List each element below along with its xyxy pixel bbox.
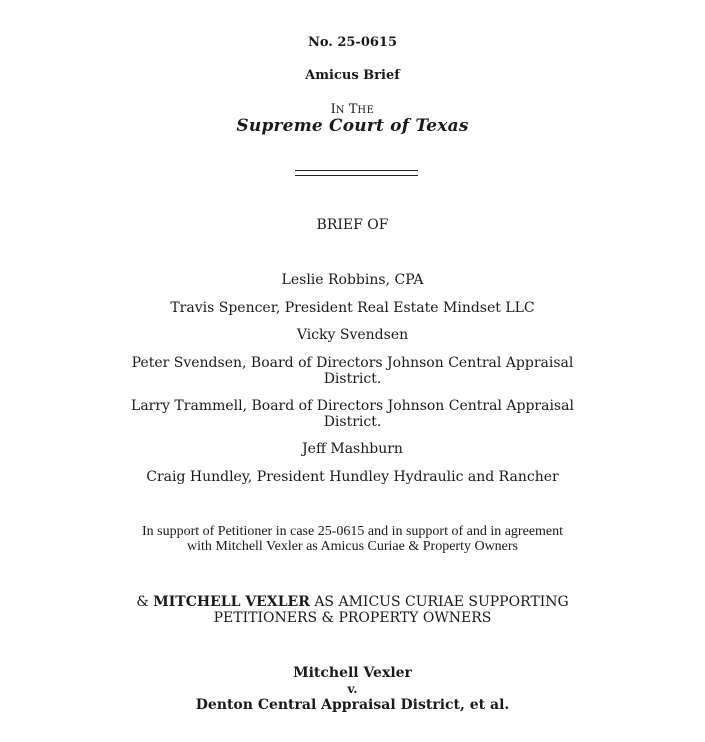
support-statement-line-2: with Mitchell Vexler as Amicus Curiae & Property Owners xyxy=(186,539,519,554)
signatory-continuation: District. xyxy=(323,371,382,387)
brief-type: Amicus Brief xyxy=(305,68,400,83)
court-prefix-initial: I xyxy=(330,102,336,117)
caption-plaintiff: Mitchell Vexler xyxy=(293,665,412,681)
brief-of-heading: BRIEF OF xyxy=(316,217,389,233)
amicus-line-2: PETITIONERS & PROPERTY OWNERS xyxy=(213,610,492,626)
court-name: Supreme Court of Texas xyxy=(236,116,469,136)
court-prefix-initial-2: T xyxy=(348,102,358,117)
signatory: Jeff Mashburn xyxy=(302,441,403,457)
caption-versus: v. xyxy=(347,682,358,696)
signatory: Vicky Svendsen xyxy=(296,327,409,343)
divider-rule-bottom xyxy=(295,175,418,176)
signatory: Travis Spencer, President Real Estate Mindset LLC xyxy=(170,300,535,316)
amicus-name: MITCHELL VEXLER xyxy=(153,594,310,610)
amicus-suffix: AS AMICUS CURIAE SUPPORTING xyxy=(309,594,569,610)
court-prefix-rest: N xyxy=(335,105,349,116)
court-prefix xyxy=(0,98,705,117)
signatory: Larry Trammell, Board of Directors Johnson Central Appraisal xyxy=(131,398,574,414)
support-statement-line-1: In support of Petitioner in case 25-0615 and in support of and in agreement xyxy=(141,524,564,539)
amicus-line-1 xyxy=(0,594,705,610)
signatory: Leslie Robbins, CPA xyxy=(281,272,424,288)
signatory: Craig Hundley, President Hundley Hydraulic and Rancher xyxy=(146,469,559,485)
court-prefix-rest-2: HE xyxy=(357,105,375,116)
signatory-continuation: District. xyxy=(323,414,382,430)
amicus-prefix: & xyxy=(136,594,154,610)
case-number: No. 25-0615 xyxy=(307,35,398,50)
caption-defendant: Denton Central Appraisal District, et al. xyxy=(195,697,510,713)
divider-rule-top xyxy=(295,170,418,171)
signatory: Peter Svendsen, Board of Directors Johnson Central Appraisal xyxy=(131,355,574,371)
